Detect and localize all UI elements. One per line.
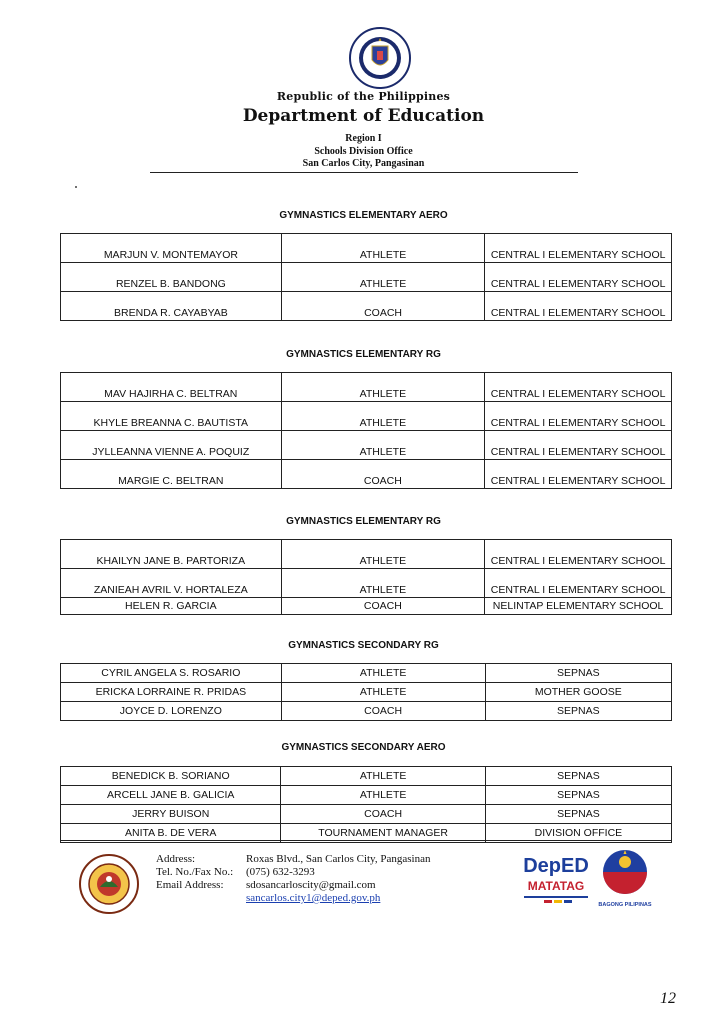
role-cell: TOURNAMENT MANAGER: [281, 824, 485, 843]
name-cell: ERICKA LORRAINE R. PRIDAS: [61, 683, 282, 702]
email-label: Email Address:: [156, 879, 224, 891]
name-cell: CYRIL ANGELA S. ROSARIO: [61, 664, 282, 683]
table-row: [61, 373, 672, 402]
school-cell: CENTRAL I ELEMENTARY SCHOOL: [485, 569, 672, 598]
roster-table: [60, 663, 672, 721]
school-cell: CENTRAL I ELEMENTARY SCHOOL: [485, 234, 672, 263]
email-link[interactable]: sancarlos.city1@deped.gov.ph: [246, 892, 381, 904]
school-cell: CENTRAL I ELEMENTARY SCHOOL: [485, 373, 672, 402]
table-row: [61, 683, 672, 702]
name-cell: HELEN R. GARCIA: [61, 598, 282, 615]
table-row: [61, 292, 672, 321]
table-row: [61, 805, 672, 824]
roster-table: [60, 766, 672, 843]
name-cell: MARGIE C. BELTRAN: [61, 460, 282, 489]
section-title: GYMNASTICS ELEMENTARY RG: [286, 349, 441, 360]
school-cell: SEPNAS: [485, 786, 671, 805]
role-cell: ATHLETE: [281, 767, 485, 786]
name-cell: JYLLEANNA VIENNE A. POQUIZ: [61, 431, 282, 460]
name-cell: RENZEL B. BANDONG: [61, 263, 282, 292]
school-cell: CENTRAL I ELEMENTARY SCHOOL: [485, 402, 672, 431]
name-cell: KHYLE BREANNA C. BAUTISTA: [61, 402, 282, 431]
role-cell: ATHLETE: [281, 540, 485, 569]
name-cell: ZANIEAH AVRIL V. HORTALEZA: [61, 569, 282, 598]
role-cell: ATHLETE: [281, 431, 485, 460]
table-row: [61, 402, 672, 431]
footer-rule: [60, 840, 672, 841]
department-heading: Department of Education: [242, 106, 485, 126]
region-line: Region I: [345, 133, 382, 144]
name-cell: JERRY BUISON: [61, 805, 281, 824]
role-cell: ATHLETE: [281, 664, 485, 683]
table-row: [61, 569, 672, 598]
table-row: [61, 767, 672, 786]
role-cell: ATHLETE: [281, 569, 485, 598]
roster-table: [60, 372, 672, 489]
address-label: Address:: [156, 853, 196, 865]
school-cell: DIVISION OFFICE: [485, 824, 671, 843]
role-cell: COACH: [281, 598, 485, 615]
table-row: [61, 263, 672, 292]
deped-seal-icon: [348, 26, 412, 90]
bagong-pilipinas-text: BAGONG PILIPINAS: [598, 902, 652, 908]
matatag-text: MATATAG: [527, 879, 585, 893]
table-row: [61, 234, 672, 263]
school-cell: MOTHER GOOSE: [485, 683, 671, 702]
table-row: [61, 786, 672, 805]
deped-matatag-logo: [518, 848, 594, 906]
name-cell: ANITA B. DE VERA: [61, 824, 281, 843]
school-cell: CENTRAL I ELEMENTARY SCHOOL: [485, 540, 672, 569]
name-cell: BRENDA R. CAYABYAB: [61, 292, 282, 321]
scan-speck: [75, 186, 77, 188]
table-row: [61, 540, 672, 569]
roster-table: [60, 233, 672, 321]
city-line: San Carlos City, Pangasinan: [302, 158, 425, 169]
division-office-seal-icon: [78, 853, 140, 915]
table-row: [61, 598, 672, 615]
section-title: GYMNASTICS SECONDARY AERO: [281, 742, 446, 753]
role-cell: ATHLETE: [281, 373, 485, 402]
name-cell: MAV HAJIRHA C. BELTRAN: [61, 373, 282, 402]
table-row: [61, 664, 672, 683]
bagong-pilipinas-logo: [595, 848, 655, 910]
school-cell: CENTRAL I ELEMENTARY SCHOOL: [485, 292, 672, 321]
table-row: [61, 431, 672, 460]
republic-heading: Republic of the Philippines: [276, 90, 451, 103]
address-value: Roxas Blvd., San Carlos City, Pangasinan: [246, 853, 431, 865]
role-cell: ATHLETE: [281, 786, 485, 805]
school-cell: SEPNAS: [485, 767, 671, 786]
school-cell: SEPNAS: [485, 702, 671, 721]
school-cell: CENTRAL I ELEMENTARY SCHOOL: [485, 263, 672, 292]
school-cell: NELINTAP ELEMENTARY SCHOOL: [485, 598, 672, 615]
role-cell: COACH: [281, 702, 485, 721]
name-cell: KHAILYN JANE B. PARTORIZA: [61, 540, 282, 569]
section-title: GYMNASTICS ELEMENTARY RG: [286, 516, 441, 527]
role-cell: COACH: [281, 805, 485, 824]
role-cell: ATHLETE: [281, 402, 485, 431]
section-title: GYMNASTICS SECONDARY RG: [288, 640, 439, 651]
name-cell: JOYCE D. LORENZO: [61, 702, 282, 721]
tel-value: (075) 632-3293: [246, 866, 315, 878]
table-row: [61, 702, 672, 721]
role-cell: ATHLETE: [281, 234, 484, 263]
table-row: [61, 460, 672, 489]
name-cell: ARCELL JANE B. GALICIA: [61, 786, 281, 805]
name-cell: BENEDICK B. SORIANO: [61, 767, 281, 786]
role-cell: ATHLETE: [281, 263, 484, 292]
deped-logo-text: DepED: [523, 855, 589, 877]
school-cell: CENTRAL I ELEMENTARY SCHOOL: [485, 460, 672, 489]
page-number: 12: [660, 990, 676, 1007]
tel-label: Tel. No./Fax No.:: [156, 866, 234, 878]
name-cell: MARJUN V. MONTEMAYOR: [61, 234, 282, 263]
role-cell: COACH: [281, 292, 484, 321]
school-cell: SEPNAS: [485, 664, 671, 683]
email-value[interactable]: sdosancarloscity@gmail.com: [246, 879, 376, 891]
header-rule: [150, 172, 578, 173]
section-title: GYMNASTICS ELEMENTARY AERO: [279, 210, 448, 221]
school-cell: CENTRAL I ELEMENTARY SCHOOL: [485, 431, 672, 460]
role-cell: COACH: [281, 460, 485, 489]
school-cell: SEPNAS: [485, 805, 671, 824]
role-cell: ATHLETE: [281, 683, 485, 702]
roster-table: [60, 539, 672, 615]
office-line: Schools Division Office: [314, 146, 413, 157]
